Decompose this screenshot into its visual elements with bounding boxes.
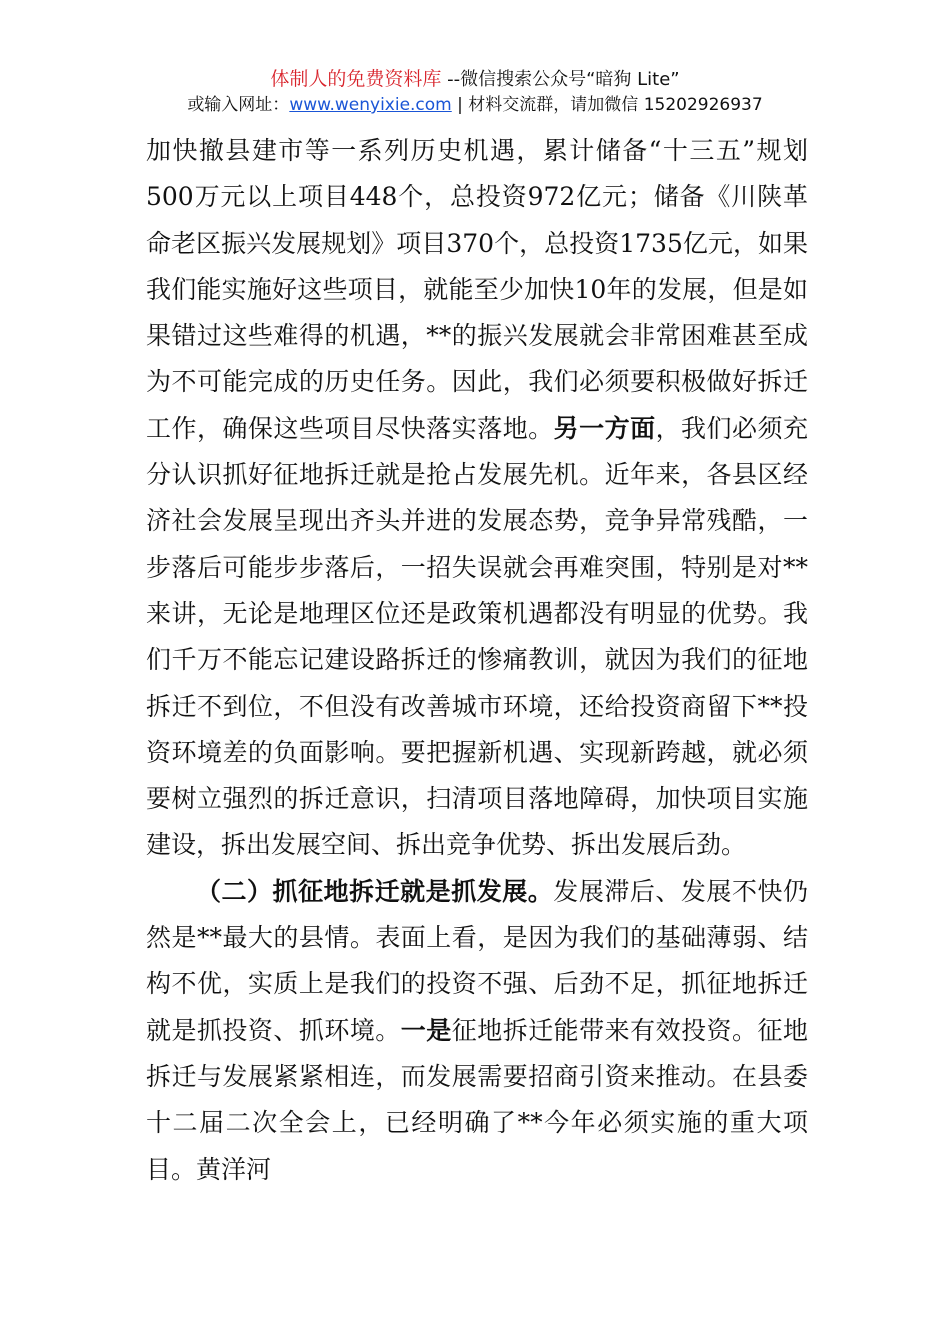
- document-body: [146, 128, 808, 1193]
- page-header: [0, 66, 950, 117]
- paragraph-2: [146, 869, 808, 1193]
- paragraph-2-text-c: 征地拆迁能带来有效投资。征地拆迁与发展紧紧相连，而发展需要招商引资来推动。在县委十二届二次全会上，已经明确了**今年必须实施的重大项目。黄洋河: [146, 1015, 808, 1184]
- section-heading: （二）抓征地拆迁就是抓发展。: [196, 876, 554, 906]
- paragraph-2-bold: 一是: [400, 1015, 452, 1045]
- header-line-2: [0, 93, 950, 117]
- header-tagline: --微信搜索公众号“暗狗 Lite”: [441, 69, 680, 90]
- paragraph-1: [146, 128, 808, 869]
- paragraph-1-text-a: 加快撤县建市等一系列历史机遇，累计储备“十三五”规划500万元以上项目448个，总投资972亿元；储备《川陕革命老区振兴发展规划》项目370个，总投资1735亿元，如果我们能实施好这些项目，就能至少加快10年的发展，但是如果错过这些难得的机遇，**的振兴发展就会非常困难甚至成为不可能完成的历史任务。因此，我们必须要积极做好拆迁工作，确保这些项目尽快落实落地。: [146, 136, 808, 443]
- header-brand: 体制人的免费资料库: [270, 68, 442, 90]
- paragraph-2-text-a: 发展滞后、发展不快仍然是**最大的县情。表面上看，是因为我们的基础薄弱、结构不优，实质上是我们的投资不强、后劲不足，抓征地拆迁就是抓投资、抓环境。: [146, 876, 808, 1045]
- header-url-link[interactable]: www.wenyixie.com: [289, 95, 452, 115]
- paragraph-1-text-c: ，我们必须充分认识抓好征地拆迁就是抢占发展先机。近年来，各县区经济社会发展呈现出齐头并进的发展态势，竞争异常残酷，一步落后可能步步落后，一招失误就会再难突围，特别是对**来讲，无论是地理区位还是政策机遇都没有明显的优势。我们千万不能忘记建设路拆迁的惨痛教训，就因为我们的征地拆迁不到位，不但没有改善城市环境，还给投资商留下**投资环境差的负面影响。要把握新机遇、实现新跨越，就必须要树立强烈的拆迁意识，扫清项目落地障碍，加快项目实施建设，拆出发展空间、拆出竞争优势、拆出发展后劲。: [146, 413, 808, 860]
- header-contact: | 材料交流群，请加微信 15202926937: [451, 95, 763, 115]
- header-url-prefix: 或输入网址：: [187, 95, 290, 115]
- paragraph-1-bold: 另一方面: [553, 413, 656, 443]
- header-line-1: [0, 66, 950, 93]
